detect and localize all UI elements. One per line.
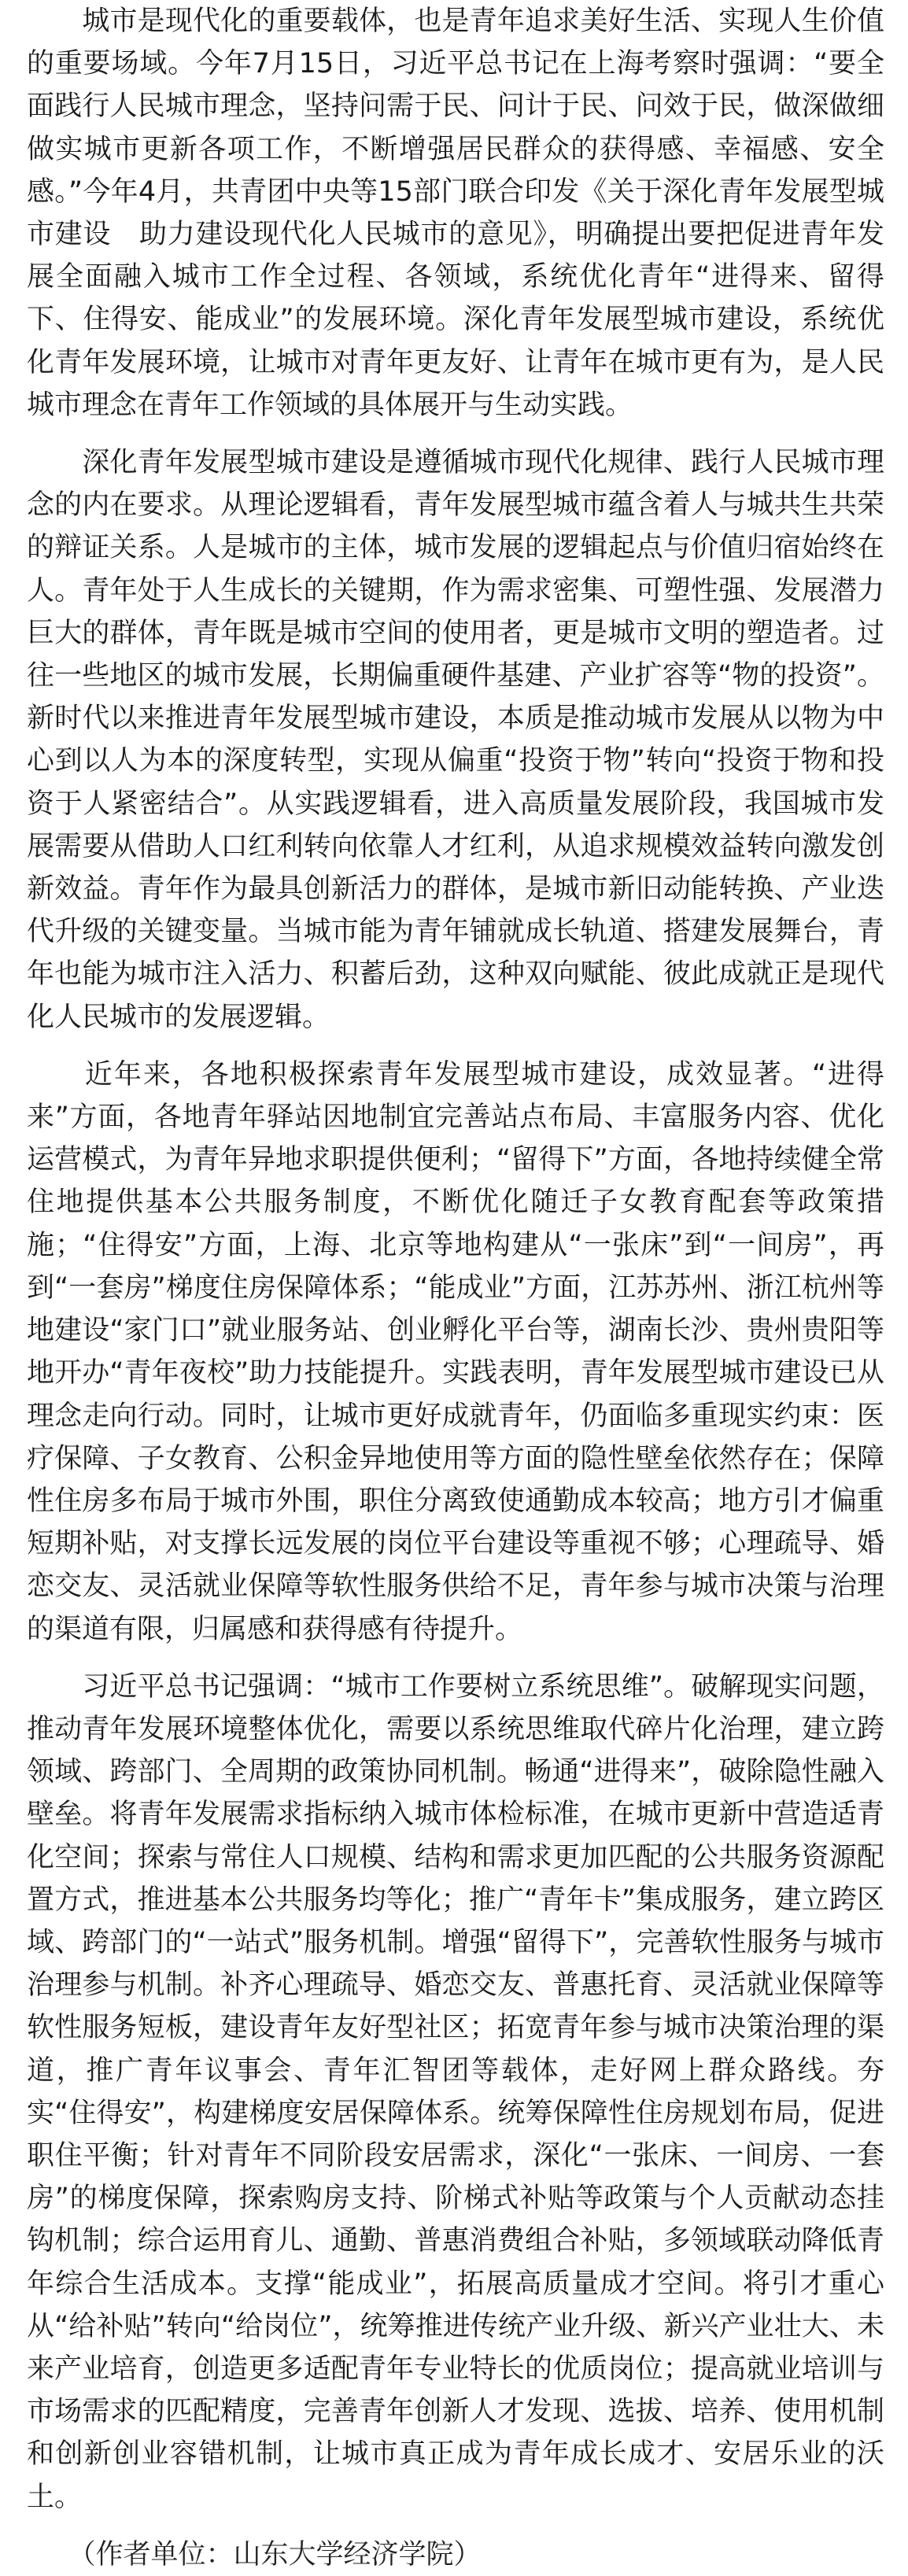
paragraph-1: 城市是现代化的重要载体，也是青年追求美好生活、实现人生价值的重要场域。今年7月15日，习近平总书记在上海考察时强调：“要全面践行人民城市理念，坚持问需于民、问计于民、问效于民，做深做细做实城市更新各项工作，不断增强居民群众的获得感、幸福感、安全感。”今年4月，共青团中央等15部门联合印发《关于深化青年发展型城市建设 助力建设现代化人民城市的意见》，明确提出要把促进青年发展全面融入城市工作全过程、各领域，系统优化青年“进得来、留得下、住得安、能成业”的发展环境。深化青年发展型城市建设，系统优化青年发展环境，让城市对青年更友好、让青年在城市更有为，是人民城市理念在青年工作领域的具体展开与生动实践。 — [27, 6, 884, 421]
paragraph-3: 近年来，各地积极探索青年发展型城市建设，成效显著。“进得来”方面，各地青年驿站因地制宜完善站点布局、丰富服务内容、优化运营模式，为青年异地求职提供便利；“留得下”方面，各地持续健全常住地提供基本公共服务制度，不断优化随迁子女教育配套等政策措施；“住得安”方面，上海、北京等地构建从“一张床”到“一间房”，再到“一套房”梯度住房保障体系；“能成业”方面，江苏苏州、浙江杭州等地建设“家门口”就业服务站、创业孵化平台等，湖南长沙、贵州贵阳等地开办“青年夜校”助力技能提升。实践表明，青年发展型城市建设已从理念走向行动。同时，让城市更好成就青年，仍面临多重现实约束：医疗保障、子女教育、公积金异地使用等方面的隐性壁垒依然存在；保障性住房多布局于城市外围，职住分离致使通勤成本较高；地方引才偏重短期补贴，对支撑长远发展的岗位平台建设等重视不够；心理疏导、婚恋交友、灵活就业保障等软性服务供给不足，青年参与城市决策与治理的渠道有限，归属感和获得感有待提升。 — [27, 1058, 884, 1645]
paragraph-gap — [27, 1039, 884, 1054]
paragraph-2: 深化青年发展型城市建设是遵循城市现代化规律、践行人民城市理念的内在要求。从理论逻辑看，青年发展型城市蕴含着人与城共生共荣的辩证关系。人是城市的主体，城市发展的逻辑起点与价值归宿始终在人。青年处于人生成长的关键期，作为需求密集、可塑性强、发展潜力巨大的群体，青年既是城市空间的使用者，更是城市文明的塑造者。过往一些地区的城市发展，长期偏重硬件基建、产业扩容等“物的投资”。新时代以来推进青年发展型城市建设，本质是推动城市发展从以物为中心到以人为本的深度转型，实现从偏重“投资于物”转向“投资于物和投资于人紧密结合”。从实践逻辑看，进入高质量发展阶段，我国城市发展需要从借助人口红利转向依靠人才红利，从追求规模效益转向激发创新效益。青年作为最具创新活力的群体，是城市新旧动能转换、产业迭代升级的关键变量。当城市能为青年铺就成长轨道、搭建发展舞台，青年也能为城市注入活力、积蓄后劲，这种双向赋能、彼此成就正是现代化人民城市的发展逻辑。 — [27, 447, 884, 1033]
paragraph-gap — [27, 1651, 884, 1666]
paragraph-4: 习近平总书记强调：“城市工作要树立系统思维”。破解现实问题，推动青年发展环境整体优化，需要以系统思维取代碎片化治理，建立跨领域、跨部门、全周期的政策协同机制。畅通“进得来”，破除隐性融入壁垒。将青年发展需求指标纳入城市体检标准，在城市更新中营造适青化空间；探索与常住人口规模、结构和需求更加匹配的公共服务资源配置方式，推进基本公共服务均等化；推广“青年卡”集成服务，建立跨区域、跨部门的“一站式”服务机制。增强“留得下”，完善软性服务与城市治理参与机制。补齐心理疏导、婚恋交友、普惠托育、灵活就业保障等软性服务短板，建设青年友好型社区；拓宽青年参与城市决策治理的渠道，推广青年议事会、青年汇智团等载体，走好网上群众路线。夯实“住得安”，构建梯度安居保障体系。统筹保障性住房规划布局，促进职住平衡；针对青年不同阶段安居需求，深化“一张床、一间房、一套房”的梯度保障，探索购房支持、阶梯式补贴等政策与个人贡献动态挂钩机制；综合运用育儿、通勤、普惠消费组合补贴，多领域联动降低青年综合生活成本。支撑“能成业”，拓展高质量成才空间。将引才重心从“给补贴”转向“给岗位”，统筹推进传统产业升级、新兴产业壮大、未来产业培育，创造更多适配青年专业特长的优质岗位；提高就业培训与市场需求的匹配精度，完善青年创新人才发现、选拔、培养、使用机制和创新创业容错机制，让城市真正成为青年成长成才、安居乐业的沃土。 — [27, 1670, 884, 2513]
author-affiliation: （作者单位：山东大学经济学院） — [27, 2538, 482, 2570]
paragraph-gap — [27, 426, 884, 441]
article-body — [27, 0, 884, 2576]
paragraph-gap — [27, 2519, 884, 2534]
